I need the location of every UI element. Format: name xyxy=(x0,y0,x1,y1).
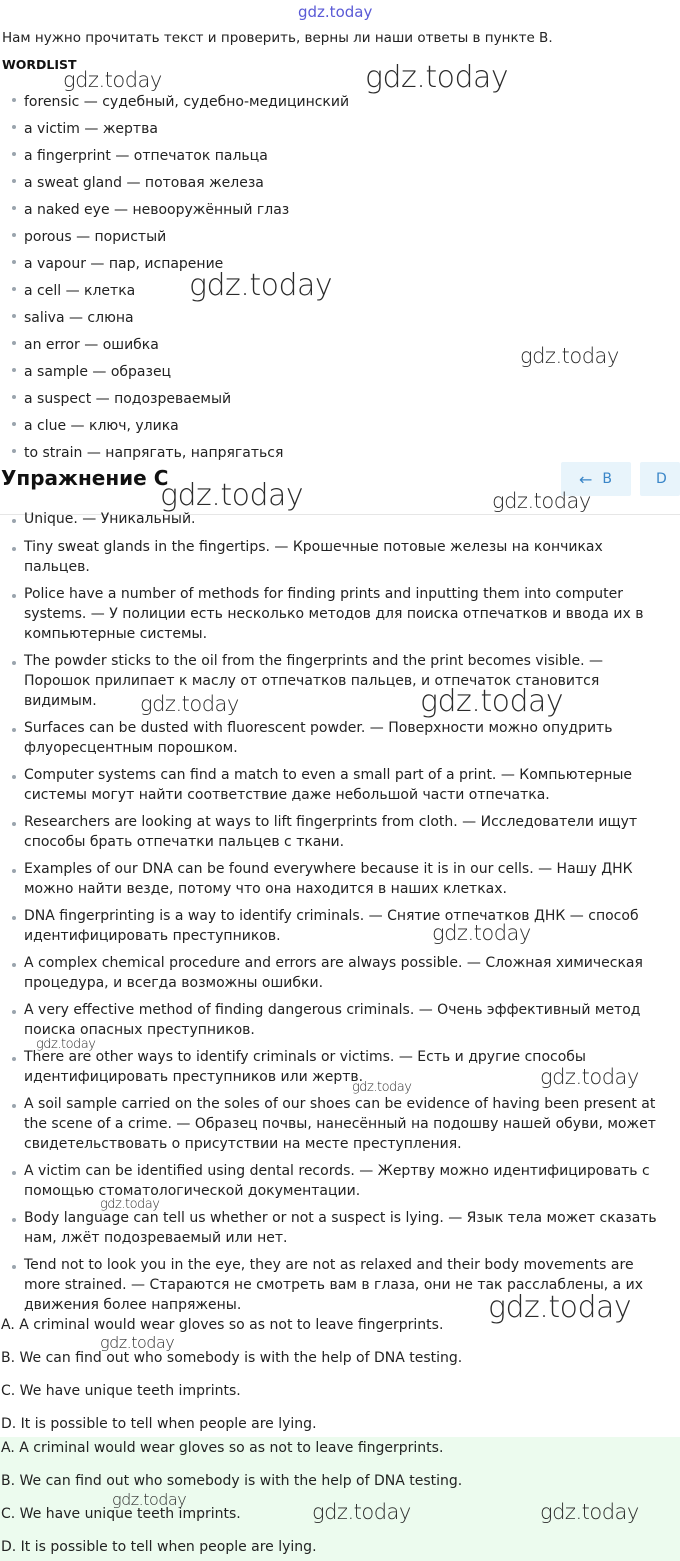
highlighted-answer-line: C. We have unique teeth imprints. xyxy=(1,1506,241,1522)
exercise-item: Surfaces can be dusted with fluorescent powder. — Поверхности можно опудрить флуоресцентным порошком. xyxy=(12,718,672,758)
answer-line: B. We can find out who somebody is with the help of DNA testing. xyxy=(1,1350,463,1366)
wordlist-item: a fingerprint — отпечаток пальца xyxy=(12,148,268,164)
arrow-left-icon: ← xyxy=(579,469,593,489)
answer-line: D. It is possible to tell when people are lying. xyxy=(1,1416,317,1432)
exercise-item: A very effective method of finding dangerous criminals. — Очень эффективный метод поиска опасных преступников. xyxy=(12,1000,672,1040)
exercise-item: Researchers are looking at ways to lift fingerprints from cloth. — Исследователи ищут способы брать отпечатки пальцев с ткани. xyxy=(12,812,672,852)
watermark: gdz.today xyxy=(488,1290,632,1325)
watermark: gdz.today xyxy=(365,60,509,95)
exercise-item: A victim can be identified using dental records. — Жертву можно идентифицировать с помощью стоматологической документации. xyxy=(12,1161,672,1201)
watermark: gdz.today xyxy=(100,1333,175,1352)
header-watermark: gdz.today xyxy=(298,3,373,21)
watermark: gdz.today xyxy=(140,692,239,716)
wordlist-item: a sweat gland — потовая железа xyxy=(12,175,264,191)
exercise-title: Упражнение C xyxy=(1,466,169,490)
exercise-item: Tiny sweat glands in the fingertips. — Крошечные потовые железы на кончиках пальцев. xyxy=(12,537,672,577)
exercise-item: Police have a number of methods for finding prints and inputting them into computer systems. — У полиции есть несколько методов для поиска отпечатков и ввода их в компьютерные системы. xyxy=(12,584,672,644)
wordlist-title: WORDLIST xyxy=(2,57,77,72)
wordlist-item: a vapour — пар, испарение xyxy=(12,256,223,272)
watermark: gdz.today xyxy=(352,1080,412,1095)
highlighted-answer-line: D. It is possible to tell when people are lying. xyxy=(1,1539,317,1555)
wordlist-item: an error — ошибка xyxy=(12,337,159,353)
wordlist-item: a clue — ключ, улика xyxy=(12,418,179,434)
wordlist-item: saliva — слюна xyxy=(12,310,134,326)
watermark: gdz.today xyxy=(540,1500,639,1524)
answer-line: A. A criminal would wear gloves so as not to leave fingerprints. xyxy=(1,1317,444,1333)
exercise-item: There are other ways to identify criminals or victims. — Есть и другие способы идентифицировать преступников или жертв. xyxy=(12,1047,672,1087)
watermark: gdz.today xyxy=(160,478,304,513)
wordlist-item: porous — пористый xyxy=(12,229,166,245)
wordlist-item: a victim — жертва xyxy=(12,121,158,137)
exercise-item: A soil sample carried on the soles of our shoes can be evidence of having been present at the scene of a crime. — Образец почвы, нанесённый на подошву нашей обуви, может свидетельствовать о присутствии на месте преступления. xyxy=(12,1094,672,1154)
wordlist-item: a sample — образец xyxy=(12,364,171,380)
next-exercise-label: D xyxy=(656,471,667,487)
exercise-item: The powder sticks to the oil from the fingerprints and the print becomes visible. — Порошок прилипает к маслу от отпечатков пальцев, и отпечаток становится видимым. xyxy=(12,651,672,711)
watermark: gdz.today xyxy=(540,1065,639,1089)
watermark: gdz.today xyxy=(312,1500,411,1524)
exercise-item: Tend not to look you in the eye, they are not as relaxed and their body movements are more strained. — Стараются не смотреть вам в глаза, они не так расслаблены, а их движения более напряжены. xyxy=(12,1255,672,1315)
watermark: gdz.today xyxy=(432,921,531,945)
wordlist-item: a cell — клетка xyxy=(12,283,135,299)
exercise-item: Body language can tell us whether or not a suspect is lying. — Язык тела может сказать нам, лжёт подозреваемый или нет. xyxy=(12,1208,672,1248)
next-exercise-button[interactable] xyxy=(640,462,680,496)
answer-line: C. We have unique teeth imprints. xyxy=(1,1383,241,1399)
exercise-item: Computer systems can find a match to even a small part of a print. — Компьютерные системы могут найти соответствие даже небольшой части отпечатка. xyxy=(12,765,672,805)
watermark: gdz.today xyxy=(36,1037,96,1052)
exercise-item: Examples of our DNA can be found everywhere because it is in our cells. — Нашу ДНК можно найти везде, потому что она находится в наших клетках. xyxy=(12,859,672,899)
watermark: gdz.today xyxy=(520,344,619,368)
prev-exercise-label: B xyxy=(602,471,613,487)
watermark: gdz.today xyxy=(63,68,162,92)
watermark: gdz.today xyxy=(492,489,591,513)
wordlist-item: a naked eye — невооружённый глаз xyxy=(12,202,289,218)
exercise-item: A complex chemical procedure and errors are always possible. — Сложная химическая процедура, и всегда возможны ошибки. xyxy=(12,953,672,993)
watermark: gdz.today xyxy=(420,684,564,719)
intro-text: Нам нужно прочитать текст и проверить, верны ли наши ответы в пункте B. xyxy=(2,30,553,46)
wordlist-item: to strain — напрягать, напрягаться xyxy=(12,445,283,461)
exercise-item: Unique. — Уникальный. xyxy=(12,509,672,529)
wordlist-item: a suspect — подозреваемый xyxy=(12,391,231,407)
exercise-item: DNA fingerprinting is a way to identify criminals. — Снятие отпечатков ДНК — способ идентифицировать преступников. xyxy=(12,906,672,946)
watermark: gdz.today xyxy=(100,1197,160,1212)
wordlist-item: forensic — судебный, судебно-медицинский xyxy=(12,94,349,110)
watermark: gdz.today xyxy=(112,1490,187,1509)
highlighted-answer-line: B. We can find out who somebody is with the help of DNA testing. xyxy=(1,1473,463,1489)
watermark: gdz.today xyxy=(189,268,333,303)
highlighted-answer-line: A. A criminal would wear gloves so as not to leave fingerprints. xyxy=(1,1440,444,1456)
